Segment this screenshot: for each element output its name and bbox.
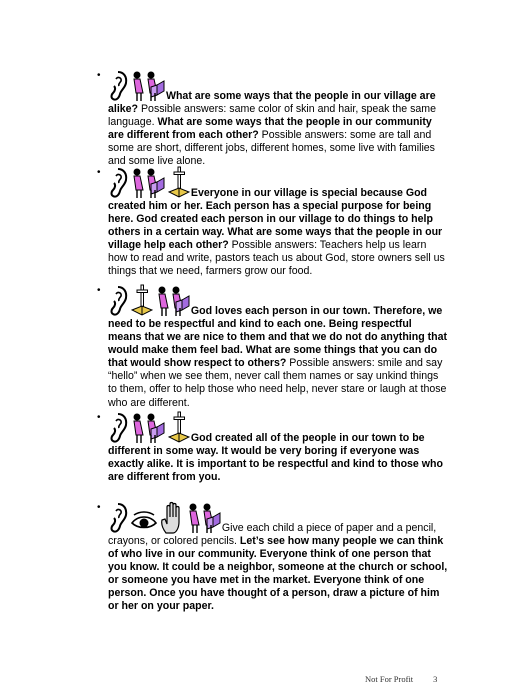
praying-figures-icon [131,166,165,200]
hand-icon [160,501,184,535]
item-5 [97,501,448,614]
item-2-segment-2: Possible answers: Teachers help us learn how to read and write, pastors teach us about God, store owners sell us things that we need, farmers grow our food. [108,239,445,278]
item-1-segment-2: Possible answers: same color of skin and hair, speak the same language. [108,103,436,129]
item-2-segment-1: Everyone in our village is special because God created him or her. Each person has a special purpose for being here. God created each person in our village to do things to help others in a certain way. What are some ways that the people in our village help each other? [108,186,443,252]
ear-icon [108,411,128,445]
item-1-segment-3: What are some ways that the people in our community are different from each other? [108,116,432,142]
item-5-segment-2: Let’s see how many people we can think of who live in our community. Everyone think of one person that you know. It could be a neighbor, someone at the church or school, or someone you have met in the market. Everyone think of one person. Once you have thought of a person, draw a picture of him or her on your paper. [108,535,448,613]
icon-row [108,284,190,318]
item-3-segment-2: Possible answers: smile and say “hello” when we see them, never call them names or say unkind things to them, offer to help those who need help, never stare or laugh at those who are different. [108,357,447,409]
bible-cross-icon [131,284,153,318]
bible-cross-icon [168,411,190,445]
icon-row [108,166,190,200]
praying-figures-icon [187,501,221,535]
item-4-segment-1: God created all of the people in our town to be different in some way. It would be very boring if everyone was exactly alike. It is important to be respectful and kind to those who are different from you. [108,431,443,484]
praying-figures-icon [131,69,165,103]
ear-icon [108,166,128,200]
praying-figures-icon [156,284,190,318]
ear-icon [108,284,128,318]
page-footer [365,674,437,684]
item-1 [97,69,448,168]
ear-icon [108,501,128,535]
praying-figures-icon [131,411,165,445]
bullet: • [97,167,101,178]
page-number: 3 [433,674,438,684]
eye-icon [131,501,157,535]
bullet: • [97,70,101,81]
item-1-segment-4: Possible answers: some are tall and some are short, different jobs, different homes, some live with families and some live alone. [108,129,435,168]
footer-text: Not For Profit [365,674,414,684]
bullet: • [97,412,101,423]
item-5-segment-1: Give each child a piece of paper and a pencil, crayons, or colored pencils. [108,521,437,547]
bible-cross-icon [168,166,190,200]
icon-row [108,501,221,535]
item-1-segment-1: What are some ways that the people in our village are alike? [108,89,436,115]
icon-row [108,411,190,445]
item-2 [97,166,448,279]
bullet: • [97,285,101,296]
icon-row [108,69,165,103]
bullet: • [97,502,101,513]
item-3-segment-1: God loves each person in our town. Therefore, we need to be respectful and kind to each one. Being respectful means that we are nice to them and that we do not do anything that would make them feel bad. What are some things that you can do that would show respect to others? [108,304,448,370]
ear-icon [108,69,128,103]
item-4 [97,411,448,484]
item-3 [97,284,448,410]
